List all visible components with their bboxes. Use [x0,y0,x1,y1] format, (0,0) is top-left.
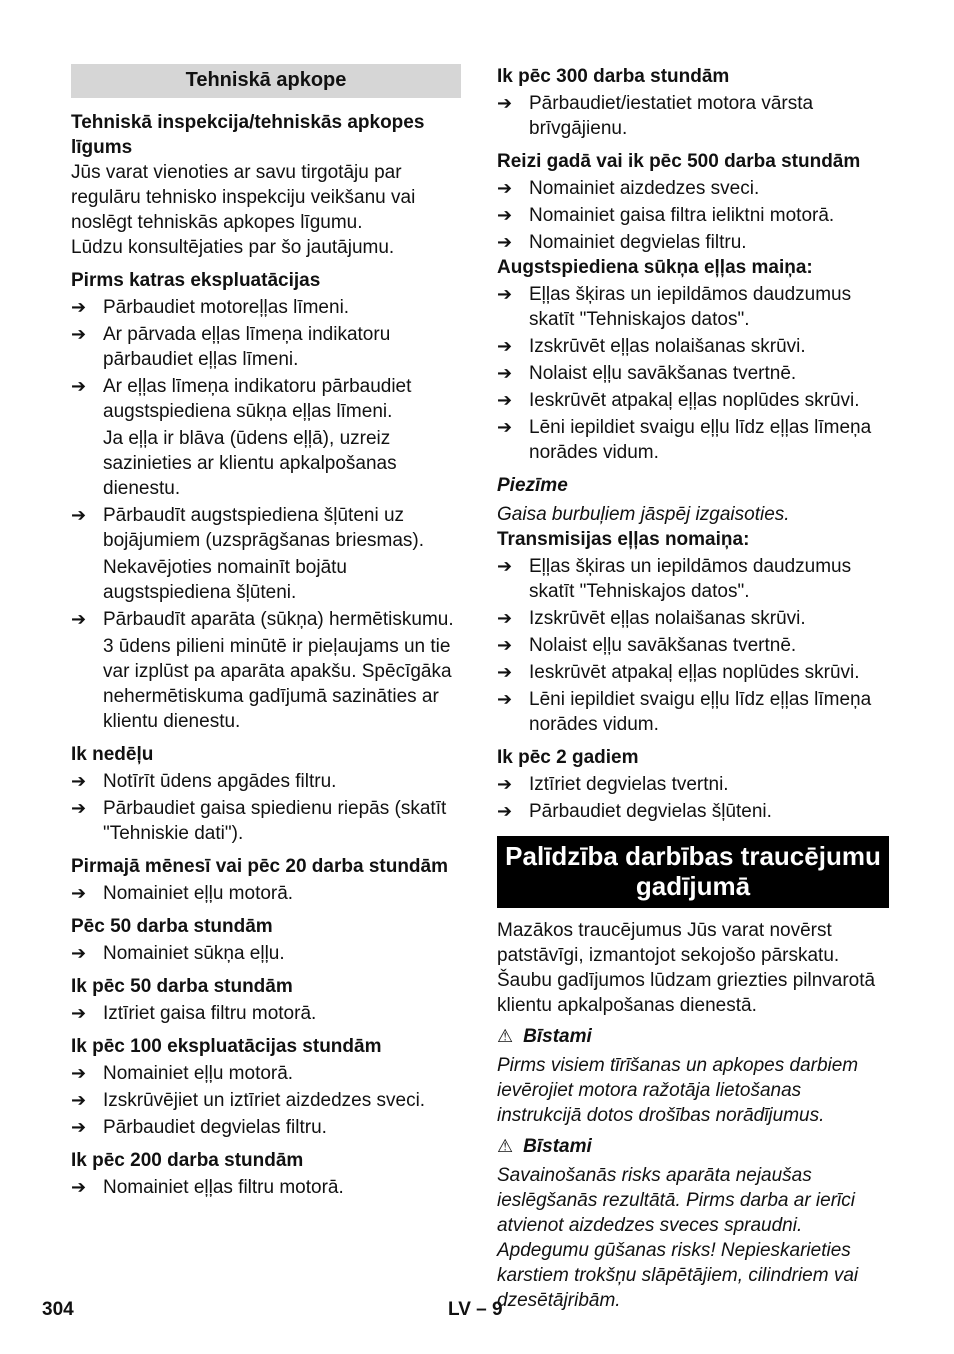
arrow-right-icon: ➔ [71,1177,87,1198]
arrow-right-icon: ➔ [71,609,87,630]
list-item: ➔ Izskrūvēt eļļas nolaišanas skrūvi. [497,336,806,357]
list-item: ➔ Izskrūvējiet un iztīriet aizdedzes sveci. [71,1090,426,1111]
first-month-heading: Pirmajā mēnesī vai pēc 20 darba stundām [71,856,449,877]
warning-triangle-icon: ⚠ [497,1026,514,1047]
arrow-right-icon: ➔ [497,363,513,384]
arrow-right-icon: ➔ [71,297,87,318]
arrow-right-icon: ➔ [71,376,87,397]
list-item: ➔ Pārbaudiet/iestatiet motora vārsta brīvgājienu. [497,93,814,139]
warning-triangle-icon: ⚠ [497,1136,514,1157]
troubleshooting-intro: Mazākos traucējumus Jūs varat novērst patstāvīgi, izmantojot sekojošo pārskatu. Šaubu gadījumos lūdzam griezties pilnvarotā klientu apkalpošanas dienestā. [497,920,876,1016]
left-column [71,64,461,1200]
every-200-heading: Ik pēc 200 darba stundām [71,1150,304,1171]
list-item: ➔ Nomainiet degvielas filtru. [497,232,747,253]
list-item: ➔ Nolaist eļļu savākšanas tvertnē. [497,363,797,384]
arrow-right-icon: ➔ [497,689,513,710]
danger-text-1: Pirms visiem tīrīšanas un apkopes darbiem ievērojiet motora ražotāja lietošanas instrukcijā dotos drošības norādījumus. [497,1055,859,1126]
arrow-right-icon: ➔ [71,1003,87,1024]
list-item: ➔ Lēni iepildiet svaigu eļļu līdz eļļas līmeņa norādes vidum. [497,689,872,735]
arrow-right-icon: ➔ [497,662,513,683]
list-item: ➔ Nomainiet eļļu motorā. [71,1063,294,1084]
transmission-oil-heading: Transmisijas eļļas nomaiņa: [497,529,750,550]
arrow-right-icon: ➔ [497,608,513,629]
arrow-right-icon: ➔ [497,93,513,114]
arrow-right-icon: ➔ [71,943,87,964]
inspection-heading: Tehniskā inspekcija/tehniskās apkopes līgums [71,112,425,158]
arrow-right-icon: ➔ [71,771,87,792]
list-item: ➔ Pārbaudiet degvielas šļūteni. [497,801,772,822]
list-item: ➔ Pārbaudīt aparāta (sūkņa) hermētiskumu. 3 ūdens pilieni minūtē ir pieļaujams un tie var izplūst pa aparāta apakšu. Spēcīgāka nehermētiskuma gadījumā sazināties ar klientu dienestu. [71,607,461,734]
arrow-right-icon: ➔ [71,1117,87,1138]
list-item: ➔ Pārbaudiet degvielas filtru. [71,1117,327,1138]
list-item: ➔ Iztīriet degvielas tvertni. [497,774,729,795]
list-item: ➔ Nomainiet eļļas filtru motorā. [71,1177,344,1198]
before-use-heading: Pirms katras ekspluatācijas [71,270,321,291]
danger-label-1: ⚠ Bīstami [497,1026,592,1047]
inspection-paragraph: Jūs varat vienoties ar savu tirgotāju par regulāru tehnisko inspekciju veikšanu vai noslēgt tehniskās apkopes līgumu. [71,162,416,233]
arrow-right-icon: ➔ [497,205,513,226]
list-item: ➔ Eļļas šķiras un iepildāmos daudzumus skatīt "Tehniskajos datos". [497,284,852,330]
arrow-right-icon: ➔ [497,336,513,357]
every-300-heading: Ik pēc 300 darba stundām [497,66,730,87]
arrow-right-icon: ➔ [71,798,87,819]
arrow-right-icon: ➔ [497,801,513,822]
arrow-right-icon: ➔ [71,505,87,526]
list-item: ➔ Pārbaudiet motoreļļas līmeni. [71,297,350,318]
arrow-right-icon: ➔ [497,232,513,253]
list-item-note: Nekavējoties nomainīt bojātu augstspiediena šļūteni. [103,557,347,603]
arrow-right-icon: ➔ [497,774,513,795]
troubleshooting-heading: Palīdzība darbības traucējumu gadījumā [497,836,889,908]
right-column [497,64,889,1313]
section-heading: Tehniskā apkope [71,64,461,98]
list-item: ➔ Nomainiet gaisa filtra ieliktni motorā. [497,205,835,226]
inspection-paragraph-2: Lūdzu konsultējaties par šo jautājumu. [71,237,395,258]
yearly-heading: Reizi gadā vai ik pēc 500 darba stundām [497,151,861,172]
list-item-note: Ja eļļa ir blāva (ūdens eļļā), uzreiz sazinieties ar klientu apkalpošanas dienestu. [103,428,397,499]
list-item: ➔ Ieskrūvēt atpakaļ eļļas noplūdes skrūvi. [497,662,860,683]
language-page-label: LV – 9 [448,1299,503,1320]
note-heading: Piezīme [497,475,568,496]
arrow-right-icon: ➔ [71,324,87,345]
arrow-right-icon: ➔ [71,883,87,904]
list-item: ➔ Nomainiet aizdedzes sveci. [497,178,760,199]
every-100-heading: Ik pēc 100 ekspluatācijas stundām [71,1036,382,1057]
list-item: ➔ Ieskrūvēt atpakaļ eļļas noplūdes skrūvi. [497,390,860,411]
list-item: ➔ Izskrūvēt eļļas nolaišanas skrūvi. [497,608,806,629]
note-text: Gaisa burbuļiem jāspēj izgaisoties. [497,504,790,525]
list-item: ➔ Ar pārvada eļļas līmeņa indikatoru pārbaudiet eļļas līmeni. [71,324,391,370]
list-item: ➔ Nolaist eļļu savākšanas tvertnē. [497,635,797,656]
danger-text-2: Savainošanās risks aparāta nejaušas ieslēgšanās rezultātā. Pirms darba ar ierīci atvienot aizdedzes sveces spraudni. Apdegumu gūšanas risks! Nepieskarieties karstiem trokšņu slāpētājiem, cilindriem vai dzesētājribām. [497,1165,859,1311]
list-item: ➔ Eļļas šķiras un iepildāmos daudzumus skatīt "Tehniskajos datos". [497,556,852,602]
list-item-note: 3 ūdens pilieni minūtē ir pieļaujams un tie var izplūst pa aparāta apakšu. Spēcīgāka nehermētiskuma gadījumā sazināties ar klientu dienestu. [103,636,452,732]
arrow-right-icon: ➔ [71,1090,87,1111]
after-50-heading: Pēc 50 darba stundām [71,916,273,937]
arrow-right-icon: ➔ [497,178,513,199]
arrow-right-icon: ➔ [497,556,513,577]
arrow-right-icon: ➔ [497,635,513,656]
list-item: ➔ Ar eļļas līmeņa indikatoru pārbaudiet augstspiediena sūkņa eļļas līmeni. Ja eļļa ir blāva (ūdens eļļā), uzreiz sazinieties ar klientu apkalpošanas dienestu. [71,374,461,501]
arrow-right-icon: ➔ [497,284,513,305]
list-item: ➔ Pārbaudiet gaisa spiedienu riepās (skatīt "Tehniskie dati"). [71,798,447,844]
list-item: ➔ Notīrīt ūdens apgādes filtru. [71,771,337,792]
list-item: ➔ Lēni iepildiet svaigu eļļu līdz eļļas līmeņa norādes vidum. [497,417,872,463]
danger-label-2: ⚠ Bīstami [497,1136,592,1157]
list-item: ➔ Pārbaudīt augstspiediena šļūteni uz bojājumiem (uzsprāgšanas briesmas). Nekavējoties nomainīt bojātu augstspiediena šļūteni. [71,503,461,605]
arrow-right-icon: ➔ [497,417,513,438]
page-number: 304 [42,1299,74,1320]
before-use-list [71,295,461,734]
list-item: ➔ Nomainiet eļļu motorā. [71,883,294,904]
list-item: ➔ Nomainiet sūkņa eļļu. [71,943,285,964]
arrow-right-icon: ➔ [497,390,513,411]
list-item: ➔ Iztīriet gaisa filtru motorā. [71,1003,317,1024]
every-2-years-heading: Ik pēc 2 gadiem [497,747,639,768]
weekly-heading: Ik nedēļu [71,744,154,765]
arrow-right-icon: ➔ [71,1063,87,1084]
every-50-heading: Ik pēc 50 darba stundām [71,976,293,997]
pump-oil-heading: Augstspiediena sūkņa eļļas maiņa: [497,257,813,278]
